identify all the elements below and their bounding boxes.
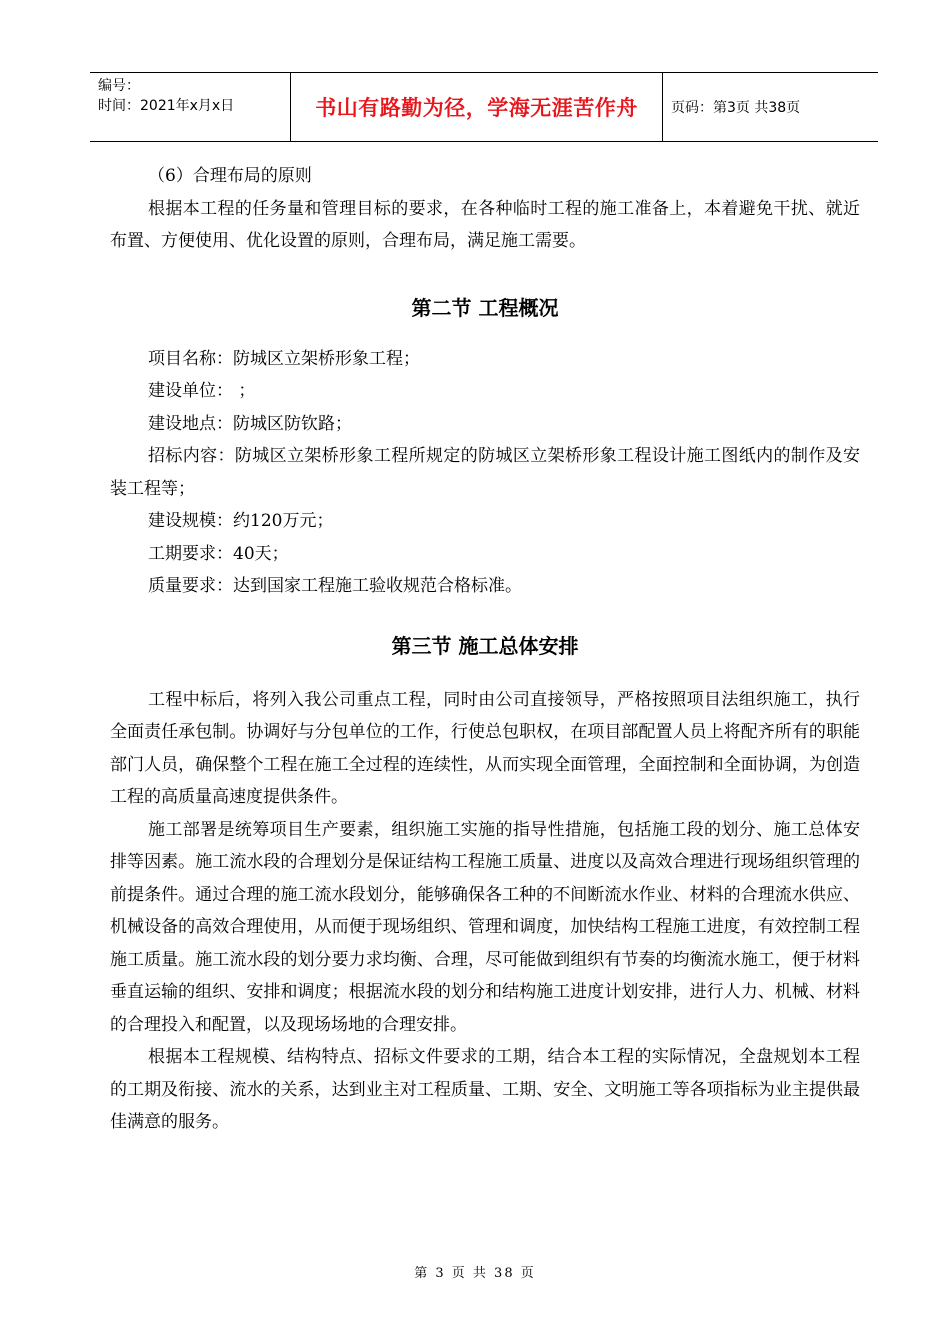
page-footer: 第 3 页 共 38 页 (414, 1266, 536, 1281)
tender-content-item: 招标内容：防城区立架桥形象工程所规定的防城区立架桥形象工程设计施工图纸内的制作及安装工程等； (110, 446, 860, 499)
header-number-label: 编号： (98, 78, 140, 94)
page-header (90, 72, 878, 142)
section-3-paragraph-3: 根据本工程规模、结构特点、招标文件要求的工期，结合本工程的实际情况，全盘规划本工程的工期及衔接、流水的关系，达到业主对工程质量、工期、安全、文明施工等各项指标为业主提供最佳满意的服务。 (110, 1047, 860, 1132)
build-location-item: 建设地点：防城区防钦路； (148, 413, 352, 434)
header-meta (90, 73, 290, 141)
section-3-paragraph-2: 施工部署是统筹项目生产要素，组织施工实施的指导性措施，包括施工段的划分、施工总体安排等因素。施工流水段的合理划分是保证结构工程施工质量、进度以及高效合理进行现场组织管理的前提条件。通过合理的施工流水段划分，能够确保各工种的不间断流水作业、材料的合理流水供应、机械设备的高效合理使用，从而便于现场组织、管理和调度，加快结构工程施工进度，有效控制工程施工质量。施工流水段的划分要力求均衡、合理，尽可能做到组织有节奏的均衡流水施工，便于材料垂直运输的组织、安排和调度；根据流水段的划分和结构施工进度计划安排，进行人力、机械、材料的合理投入和配置，以及现场场地的合理安排。 (110, 819, 860, 1035)
section-2-title: 第二节 工程概况 (411, 295, 559, 320)
document-body (110, 160, 860, 1139)
builder-unit-item: 建设单位： ； (148, 381, 256, 401)
intro-paragraph: 根据本工程的任务量和管理目标的要求，在各种临时工程的施工准备上，本着避免干扰、就近布置、方便使用、优化设置的原则，合理布局，满足施工需要。 (110, 198, 860, 251)
duration-item: 工期要求：40天； (148, 543, 289, 564)
header-motto: 书山有路勤为径，学海无涯苦作舟 (290, 73, 663, 141)
intro-subheading: （6）合理布局的原则 (148, 166, 312, 186)
section-3-title: 第三节 施工总体安排 (391, 633, 579, 658)
section-3-paragraph-1: 工程中标后，将列入我公司重点工程，同时由公司直接领导，严格按照项目法组织施工，执行全面责任承包制。协调好与分包单位的工作，行使总包职权，在项目部配置人员上将配齐所有的职能部门人员，确保整个工程在施工全过程的连续性，从而实现全面管理，全面控制和全面协调，为创造工程的高质量高速度提供条件。 (110, 689, 860, 807)
header-page-info: 页码：第3页 共38页 (671, 100, 801, 116)
build-scale-item: 建设规模：约120万元； (148, 511, 334, 531)
quality-item: 质量要求：达到国家工程施工验收规范合格标准。 (148, 576, 522, 596)
project-name-item: 项目名称：防城区立架桥形象工程； (148, 348, 420, 369)
header-time-label: 时间：2021年x月x日 (98, 98, 235, 114)
